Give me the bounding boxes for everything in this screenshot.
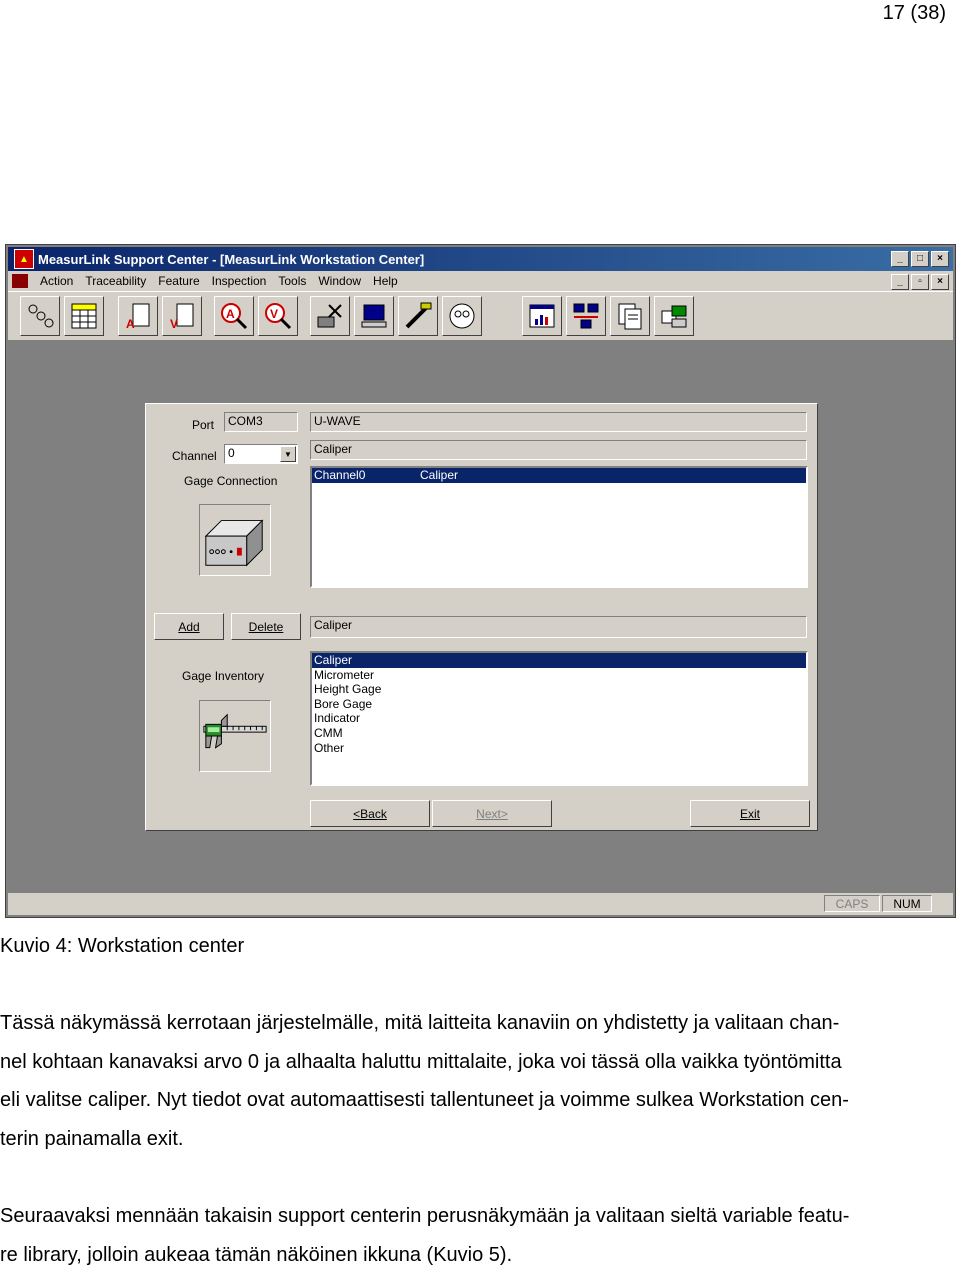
- back-button[interactable]: <Back: [310, 800, 430, 827]
- text-line: Tässä näkymässä kerrotaan järjestelmälle, mitä laitteita kanaviin on yhdistetty ja valitaan chan-: [0, 1004, 960, 1043]
- gage-inventory-list[interactable]: [310, 651, 808, 786]
- tools-icon[interactable]: [310, 296, 350, 336]
- caliper-icon: [200, 701, 270, 771]
- variable-inspect-icon[interactable]: [258, 296, 298, 336]
- channel-select-value: 0: [228, 446, 235, 460]
- exit-button[interactable]: Exit: [690, 800, 810, 827]
- channel-label: Channel: [172, 449, 217, 463]
- list-item[interactable]: CMM: [312, 726, 806, 741]
- text-line: eli valitse caliper. Nyt tiedot ovat automaattisesti tallentuneet ja voimme sulkea Workstation cen-: [0, 1081, 960, 1120]
- menu-feature[interactable]: Feature: [152, 274, 205, 288]
- minimize-button[interactable]: _: [891, 251, 909, 267]
- list-item[interactable]: Bore Gage: [312, 697, 806, 712]
- report-icon[interactable]: [610, 296, 650, 336]
- port-label: Port: [192, 418, 214, 432]
- attribute-icon[interactable]: [118, 296, 158, 336]
- close-button[interactable]: ×: [931, 251, 949, 267]
- list-item[interactable]: Height Gage: [312, 682, 806, 697]
- document-icon[interactable]: [12, 274, 28, 288]
- child-close-button[interactable]: ×: [931, 274, 949, 290]
- list-item[interactable]: Indicator: [312, 711, 806, 726]
- gage-connection-picture: [199, 504, 271, 576]
- caps-indicator: CAPS: [824, 895, 880, 912]
- menu-window[interactable]: Window: [312, 274, 367, 288]
- svg-text:V: V: [170, 317, 178, 331]
- list-item[interactable]: Other: [312, 741, 806, 756]
- gage-connection-label: Gage Connection: [184, 474, 277, 488]
- gage-icon[interactable]: [398, 296, 438, 336]
- channel-col: Channel0: [314, 468, 420, 483]
- delete-button[interactable]: Delete: [231, 613, 301, 640]
- gage-col: Caliper: [420, 468, 458, 482]
- text-line: Seuraavaksi mennään takaisin support centerin perusnäkymään ja valitaan sieltä variable featu-: [0, 1197, 960, 1236]
- menu-action[interactable]: Action: [34, 274, 79, 288]
- gage-inventory-label: Gage Inventory: [182, 669, 264, 683]
- list-item[interactable]: [312, 468, 806, 483]
- screenshot-window: [5, 244, 956, 918]
- svg-text:A: A: [226, 307, 235, 321]
- variable-icon[interactable]: [162, 296, 202, 336]
- channel-list[interactable]: [310, 466, 808, 588]
- paragraph-2: [0, 1197, 960, 1274]
- menu-traceability[interactable]: Traceability: [79, 274, 152, 288]
- selected-gage-field[interactable]: Caliper: [310, 616, 807, 638]
- next-button[interactable]: Next>: [432, 800, 552, 827]
- channel-select[interactable]: [224, 444, 298, 464]
- status-bar: [8, 893, 953, 915]
- dial-icon[interactable]: [442, 296, 482, 336]
- workstation-dialog: [145, 403, 818, 831]
- paragraph-1: [0, 1004, 960, 1158]
- list-item[interactable]: Micrometer: [312, 668, 806, 683]
- transfer-icon[interactable]: [654, 296, 694, 336]
- gage-inventory-picture: [199, 700, 271, 772]
- menu-inspection[interactable]: Inspection: [206, 274, 273, 288]
- app-icon: ▲: [14, 249, 34, 269]
- page-number: 17 (38): [883, 2, 946, 25]
- workstation-icon[interactable]: [354, 296, 394, 336]
- child-minimize-button[interactable]: _: [891, 274, 909, 290]
- maximize-button[interactable]: □: [911, 251, 929, 267]
- port-field[interactable]: COM3: [224, 412, 298, 432]
- table-icon[interactable]: [64, 296, 104, 336]
- menu-bar: [8, 271, 953, 291]
- add-button[interactable]: Add: [154, 613, 224, 640]
- window-title: MeasurLink Support Center - [MeasurLink Workstation Center]: [38, 252, 424, 267]
- list-item[interactable]: Caliper: [312, 653, 806, 668]
- text-line: nel kohtaan kanavaksi arvo 0 ja alhaalta haluttu mittalaite, joka voi tässä olla vaikka työntömitta: [0, 1043, 960, 1082]
- text-line: terin painamalla exit.: [0, 1120, 960, 1159]
- text-line: re library, jolloin aukeaa tämän näköinen ikkuna (Kuvio 5).: [0, 1236, 960, 1274]
- toolbar: [8, 291, 953, 341]
- gages-icon[interactable]: [20, 296, 60, 336]
- device-field[interactable]: U-WAVE: [310, 412, 807, 432]
- interface-box-icon: [200, 505, 270, 575]
- svg-text:V: V: [270, 307, 278, 321]
- attribute-inspect-icon[interactable]: [214, 296, 254, 336]
- menu-help[interactable]: Help: [367, 274, 404, 288]
- menu-tools[interactable]: Tools: [272, 274, 312, 288]
- svg-text:A: A: [126, 317, 135, 331]
- title-bar: [8, 247, 953, 271]
- chart-window-icon[interactable]: [522, 296, 562, 336]
- chevron-down-icon[interactable]: ▼: [280, 446, 296, 462]
- gage-type-field[interactable]: Caliper: [310, 440, 807, 460]
- num-indicator: NUM: [882, 895, 932, 912]
- child-restore-button[interactable]: ▫: [911, 274, 929, 290]
- network-icon[interactable]: [566, 296, 606, 336]
- figure-caption: Kuvio 4: Workstation center: [0, 935, 244, 958]
